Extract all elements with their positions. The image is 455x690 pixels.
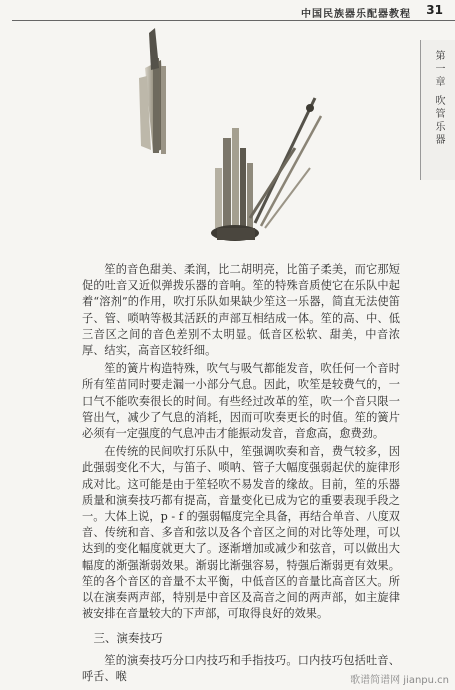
page-header bbox=[0, 0, 455, 22]
site-watermark: 歌谱简谱网 jianpu.cn bbox=[350, 675, 449, 686]
paragraph-2: 笙的簧片构造特殊，吹气与吸气都能发音，吹任何一个音时所有笙苗同时要走漏一小部分气息。因此，吹笙是较费气的，一口气不能吹奏很长的时间。有些经过改革的笙，吹一个音只限一管出气，减少了气息的消耗，因而可吹奏更长的时值。笙的簧片必须有一定强度的气息冲击才能振动发音，音愈高，愈费劲。 bbox=[82, 362, 400, 441]
instrument-left-pipes bbox=[139, 28, 166, 154]
paragraph-1: 笙的音色甜美、柔润，比二胡明亮，比笛子柔美，而它那短促的吐音又近似弹拨乐器的音响。笙的特殊音质使它在乐队中起着“溶剂”的作用，吹打乐队如果缺少笙这一乐器，简直无法使笛子、管、唢呐等极其活跃的声部互相结成一体。笙的高、中、低三音区之间的音色差别不太明显。低音区松软、甜美，中音浓厚、结实，高音区较纤细。 bbox=[82, 263, 400, 358]
page-number: 31 bbox=[426, 3, 443, 17]
header-rule bbox=[12, 20, 455, 21]
book-title: 中国民族器乐配器教程 bbox=[301, 9, 411, 20]
chapter-side-tab bbox=[420, 40, 455, 180]
sheng-instrument-illustration bbox=[125, 28, 325, 248]
chapter-label: 第一章 吹管乐器 bbox=[433, 50, 444, 148]
paragraph-4: 笙的演奏技巧分口内技巧和手指技巧。口内技巧包括吐音、呼舌、喉 bbox=[82, 653, 400, 683]
instrument-center-pipes bbox=[211, 128, 259, 241]
instrument-diagonal-pipes bbox=[250, 98, 321, 228]
article-body bbox=[82, 262, 400, 687]
paragraph-3: 在传统的民间吹打乐队中，笙强调吹奏和音，费气较多，因此强弱变化不大，与笛子、唢呐、管子大幅度强弱起伏的旋律形成对比。这可能是由于笙轻吹不易发音的缘故。目前，笙的乐器质量和演奏技巧都有提高，音量变化已成为它的重要表现手段之一。大体上说，p - f 的强弱幅度完全具备，再结合单音、八度双音、传统和音、多音和弦以及各个音区之间的对比等处理，可以达到的变化幅度就更大了。逐渐增加或减少和弦音，可以做出大幅度的渐强渐弱效果。渐弱比渐强容易，特强后渐弱更有效果。笙的各个音区的音量不太平衡，中低音区的音量比高音区大。所以在演奏两声部，特别是中音区及高音之间的两声部，如主旋律被安排在音量较大的下声部，可取得良好的效果。 bbox=[82, 445, 400, 621]
section-heading: 三、演奏技巧 bbox=[93, 631, 163, 646]
